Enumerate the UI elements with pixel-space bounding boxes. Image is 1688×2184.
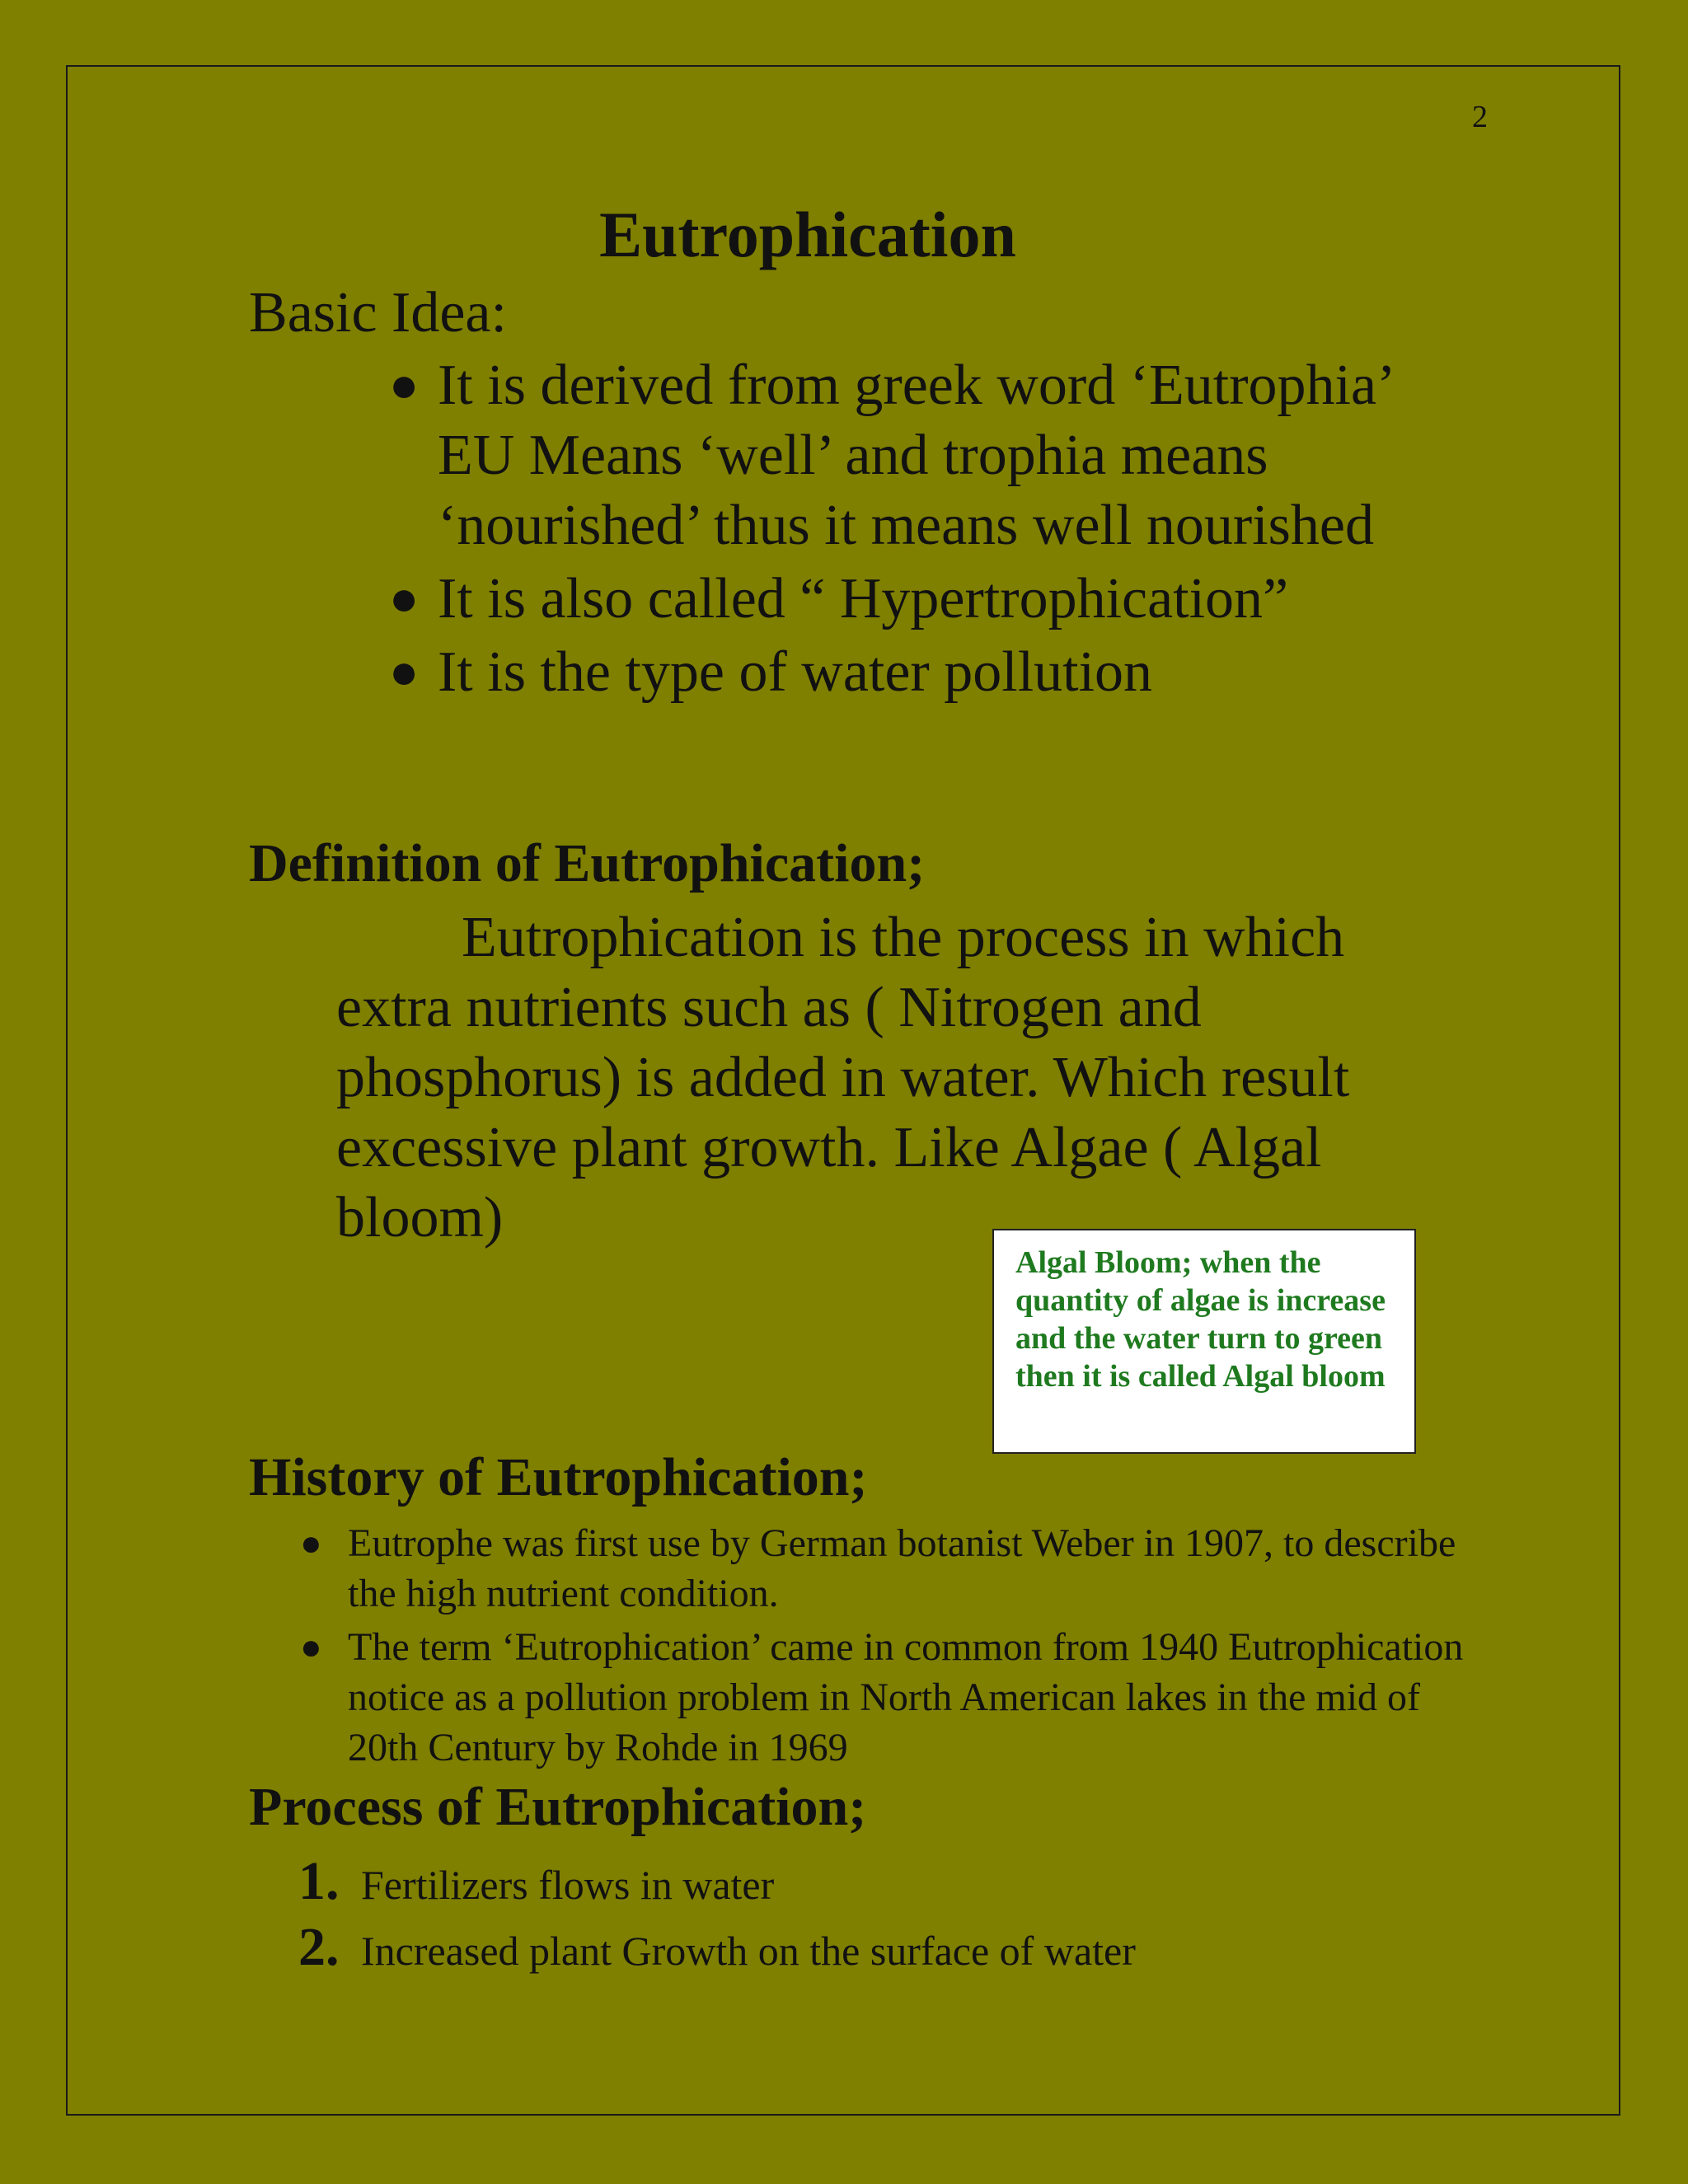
bullet-icon: ● [389,571,420,626]
bullet-icon: ● [389,644,420,699]
bullet-icon: ● [389,358,420,412]
bullet-text: Eutrophe was first use by German botanist Weber in 1907, to describe the high nutrient condition. [348,1521,1456,1615]
list-item [384,637,1456,707]
algal-bloom-callout [992,1229,1416,1454]
process-steps [298,1850,1452,1982]
step-text: Fertilizers flows in water [361,1862,775,1908]
step-item [298,1916,1452,1982]
bullet-text: It is the type of water pollution [438,640,1153,704]
list-item [295,1622,1465,1773]
basic-idea-list [384,350,1456,707]
bullet-text: The term ‘Eutrophication’ came in common from 1940 Eutrophication notice as a pollution problem in North American lakes in the mid of 20th Century by Rohde in 1969 [348,1625,1464,1769]
bullet-icon: ● [300,1627,322,1667]
basic-idea-heading: Basic Idea: [249,281,507,344]
step-number: 1. [298,1851,340,1911]
history-list [295,1518,1465,1773]
list-item [295,1518,1465,1619]
process-heading: Process of Eutrophication; [249,1777,867,1837]
callout-text: Algal Bloom; when the quantity of algae is increase and the water turn to green then it is called Algal bloom [1015,1245,1386,1394]
list-item [384,564,1456,634]
page-number: 2 [1472,100,1488,134]
bullet-text: It is also called “ Hypertrophication” [438,567,1289,630]
bullet-icon: ● [300,1523,322,1563]
bullet-text: It is derived from greek word ‘Eutrophia’ EU Means ‘well’ and trophia means ‘nourished’ thus it means well nourished [438,354,1392,557]
definition-heading: Definition of Eutrophication; [249,833,926,893]
history-heading: History of Eutrophication; [249,1447,868,1507]
step-item [298,1850,1452,1916]
document-title: Eutrophication [599,199,1016,270]
list-item [384,350,1456,560]
definition-paragraph: Eutrophication is the process in which extra nutrients such as ( Nitrogen and phosphorus) is added in water. Which result excessive plant growth. Like Algae ( Algal bloom) [336,906,1350,1249]
step-number: 2. [298,1917,340,1977]
step-text: Increased plant Growth on the surface of water [361,1928,1136,1974]
